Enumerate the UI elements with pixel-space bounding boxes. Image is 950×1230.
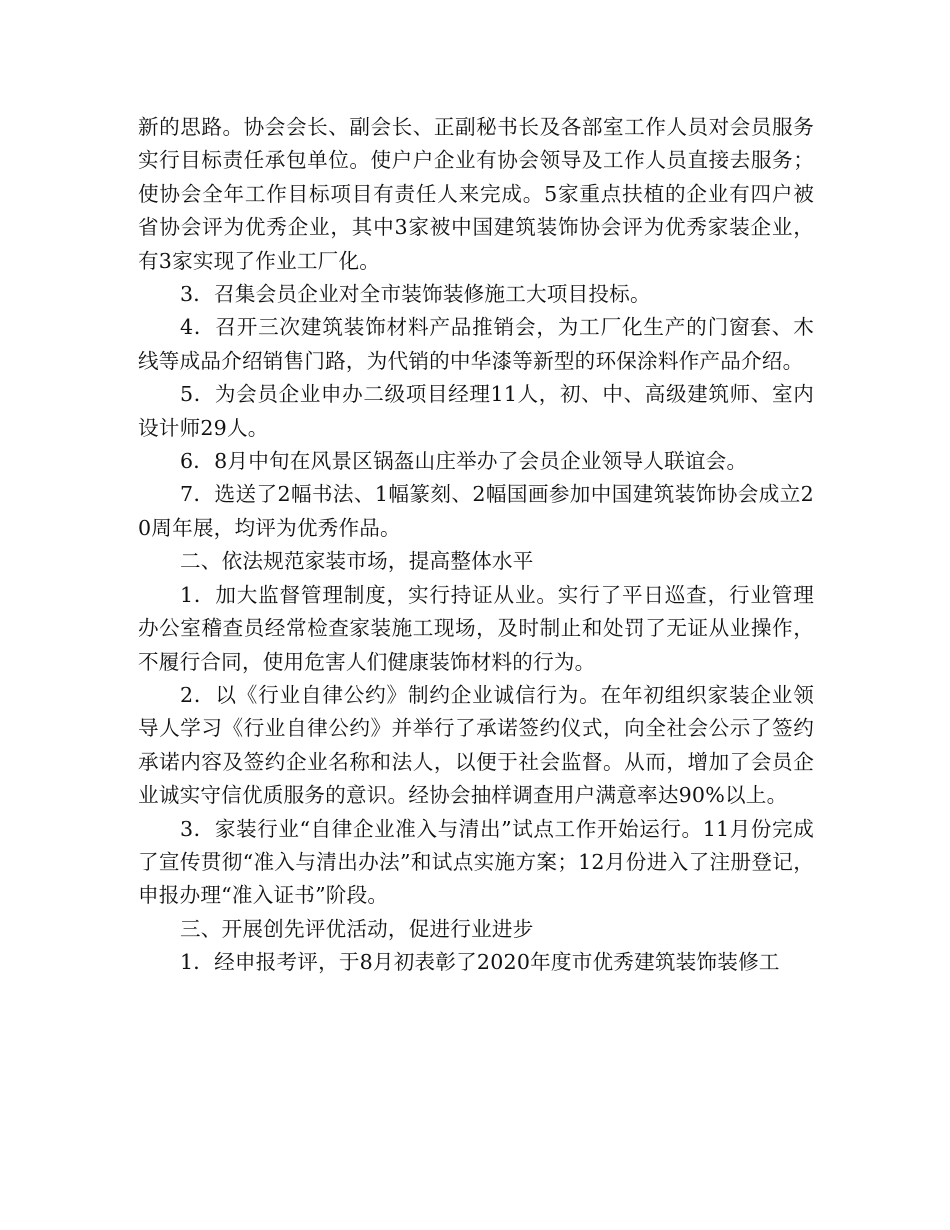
paragraph-section2-item-2: 2．以《行业自律公约》制约企业诚信行为。在年初组织家装企业领导人学习《行业自律公约》并举行了承诺签约仪式，向全社会公示了签约承诺内容及签约企业名称和法人，以便于社会监督。从而，增加了会员企业诚实守信优质服务的意识。经协会抽样调查用户满意率达90%以上。 xyxy=(138,682,814,808)
document-page xyxy=(138,111,814,980)
paragraph-section3-item-1: 1．经申报考评，于8月初表彰了2020年度市优秀建筑装饰装修工 xyxy=(180,950,780,975)
paragraph-item-6: 6．8月中旬在风景区锅盔山庄举办了会员企业领导人联谊会。 xyxy=(180,449,748,474)
paragraph-item-7: 7．选送了2幅书法、1幅篆刻、2幅国画参加中国建筑装饰协会成立20周年展，均评为优秀作品。 xyxy=(138,482,814,540)
paragraph-item-4: 4．召开三次建筑装饰材料产品推销会，为工厂化生产的门窗套、木线等成品介绍销售门路，为代销的中华漆等新型的环保涂料作产品介绍。 xyxy=(138,315,814,373)
section-heading-3: 三、开展创先评优活动，促进行业进步 xyxy=(180,916,534,941)
paragraph-item-3: 3．召集会员企业对全市装饰装修施工大项目投标。 xyxy=(180,282,651,307)
paragraph-item-5: 5．为会员企业申办二级项目经理11人，初、中、高级建筑师、室内设计师29人。 xyxy=(138,382,814,440)
paragraph-section2-item-1: 1．加大监督管理制度，实行持证从业。实行了平日巡查，行业管理办公室稽查员经常检查家装施工现场，及时制止和处罚了无证从业操作，不履行合同，使用危害人们健康装饰材料的行为。 xyxy=(138,582,814,674)
section-heading-2: 二、依法规范家装市场，提高整体水平 xyxy=(180,549,534,574)
paragraph-continuation: 新的思路。协会会长、副会长、正副秘书长及各部室工作人员对会员服务实行目标责任承包单位。使户户企业有协会领导及工作人员直接去服务；使协会全年工作目标项目有责任人来完成。5家重点扶植的企业有四户被省协会评为优秀企业，其中3家被中国建筑装饰协会评为优秀家装企业，有3家实现了作业工厂化。 xyxy=(138,115,814,273)
paragraph-section2-item-3: 3．家装行业“自律企业准入与清出”试点工作开始运行。11月份完成了宣传贯彻“准入与清出办法”和试点实施方案；12月份进入了注册登记，申报办理“准入证书”阶段。 xyxy=(138,816,814,908)
